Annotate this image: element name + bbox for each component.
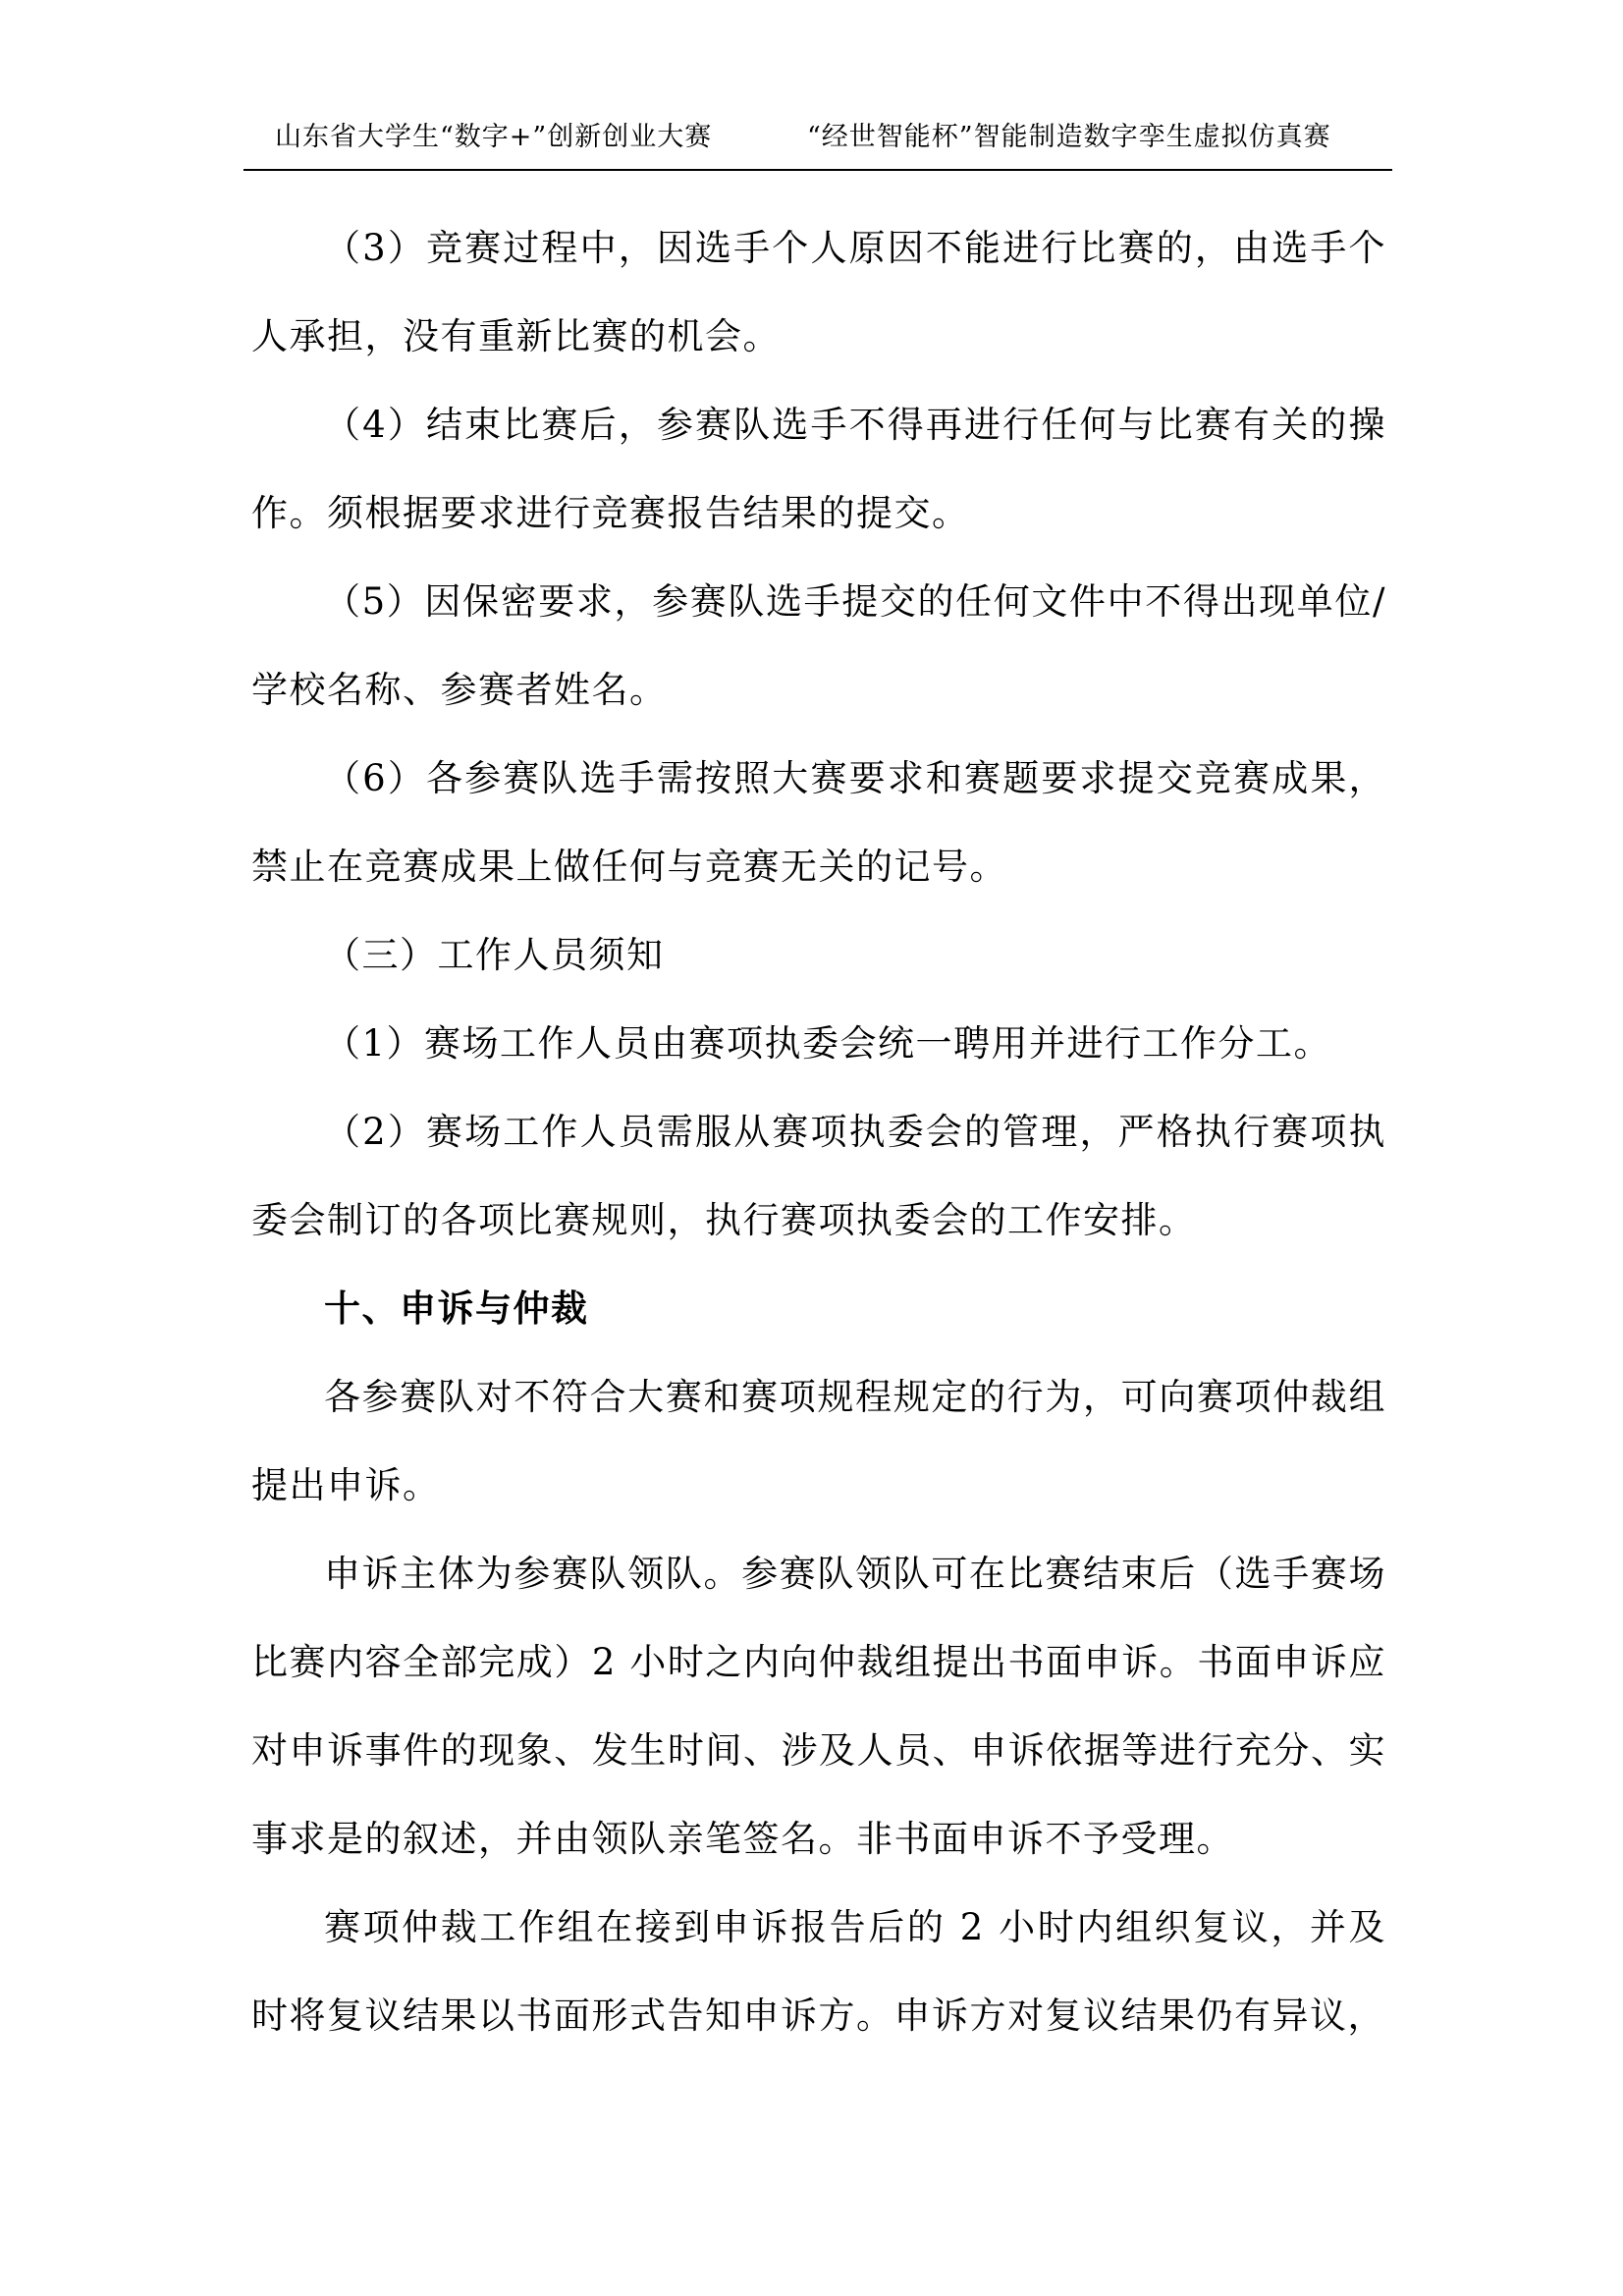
paragraph-item-4: （4）结束比赛后，参赛队选手不得再进行任何与比赛有关的操作。须根据要求进行竞赛报告结果的提交。 <box>251 404 1386 534</box>
paragraph-arbitration-review: 赛项仲裁工作组在接到申诉报告后的 2 小时内组织复议，并及时将复议结果以书面形式告知申诉方。申诉方对复议结果仍有异议， <box>251 1906 1386 2037</box>
subsection-title-staff-notice: （三）工作人员须知 <box>324 934 665 976</box>
header-track-name: “经世智能杯”智能制造数字孪生虚拟仿真赛 <box>807 122 1331 152</box>
paragraph-appeal-intro: 各参赛队对不符合大赛和赛项规程规定的行为，可向赛项仲裁组提出申诉。 <box>251 1376 1386 1506</box>
paragraph-item-6: （6）各参赛队选手需按照大赛要求和赛题要求提交竞赛成果，禁止在竞赛成果上做任何与竞赛无关的记号。 <box>251 757 1386 888</box>
paragraph-item-5: （5）因保密要求，参赛队选手提交的任何文件中不得出现单位/学校名称、参赛者姓名。 <box>251 580 1386 711</box>
document-body <box>251 204 1386 2060</box>
paragraph-appeal-subject: 申诉主体为参赛队领队。参赛队领队可在比赛结束后（选手赛场比赛内容全部完成）2 小时之内向仲裁组提出书面申诉。书面申诉应对申诉事件的现象、发生时间、涉及人员、申诉依据等进行充分、实事求是的叙述，并由领队亲笔签名。非书面申诉不予受理。 <box>251 1553 1386 1860</box>
paragraph-item-3: （3）竞赛过程中，因选手个人原因不能进行比赛的，由选手个人承担，没有重新比赛的机会。 <box>251 227 1386 357</box>
section-heading-appeal-arbitration: 十、申诉与仲裁 <box>324 1287 589 1330</box>
header-competition-name: 山东省大学生“数字+”创新创业大赛 <box>275 122 713 152</box>
page-header <box>243 106 1392 171</box>
paragraph-staff-1: （1）赛场工作人员由赛项执委会统一聘用并进行工作分工。 <box>324 1022 1332 1065</box>
paragraph-staff-2: （2）赛场工作人员需服从赛项执委会的管理，严格执行赛项执委会制订的各项比赛规则，执行赛项执委会的工作安排。 <box>251 1111 1386 1241</box>
